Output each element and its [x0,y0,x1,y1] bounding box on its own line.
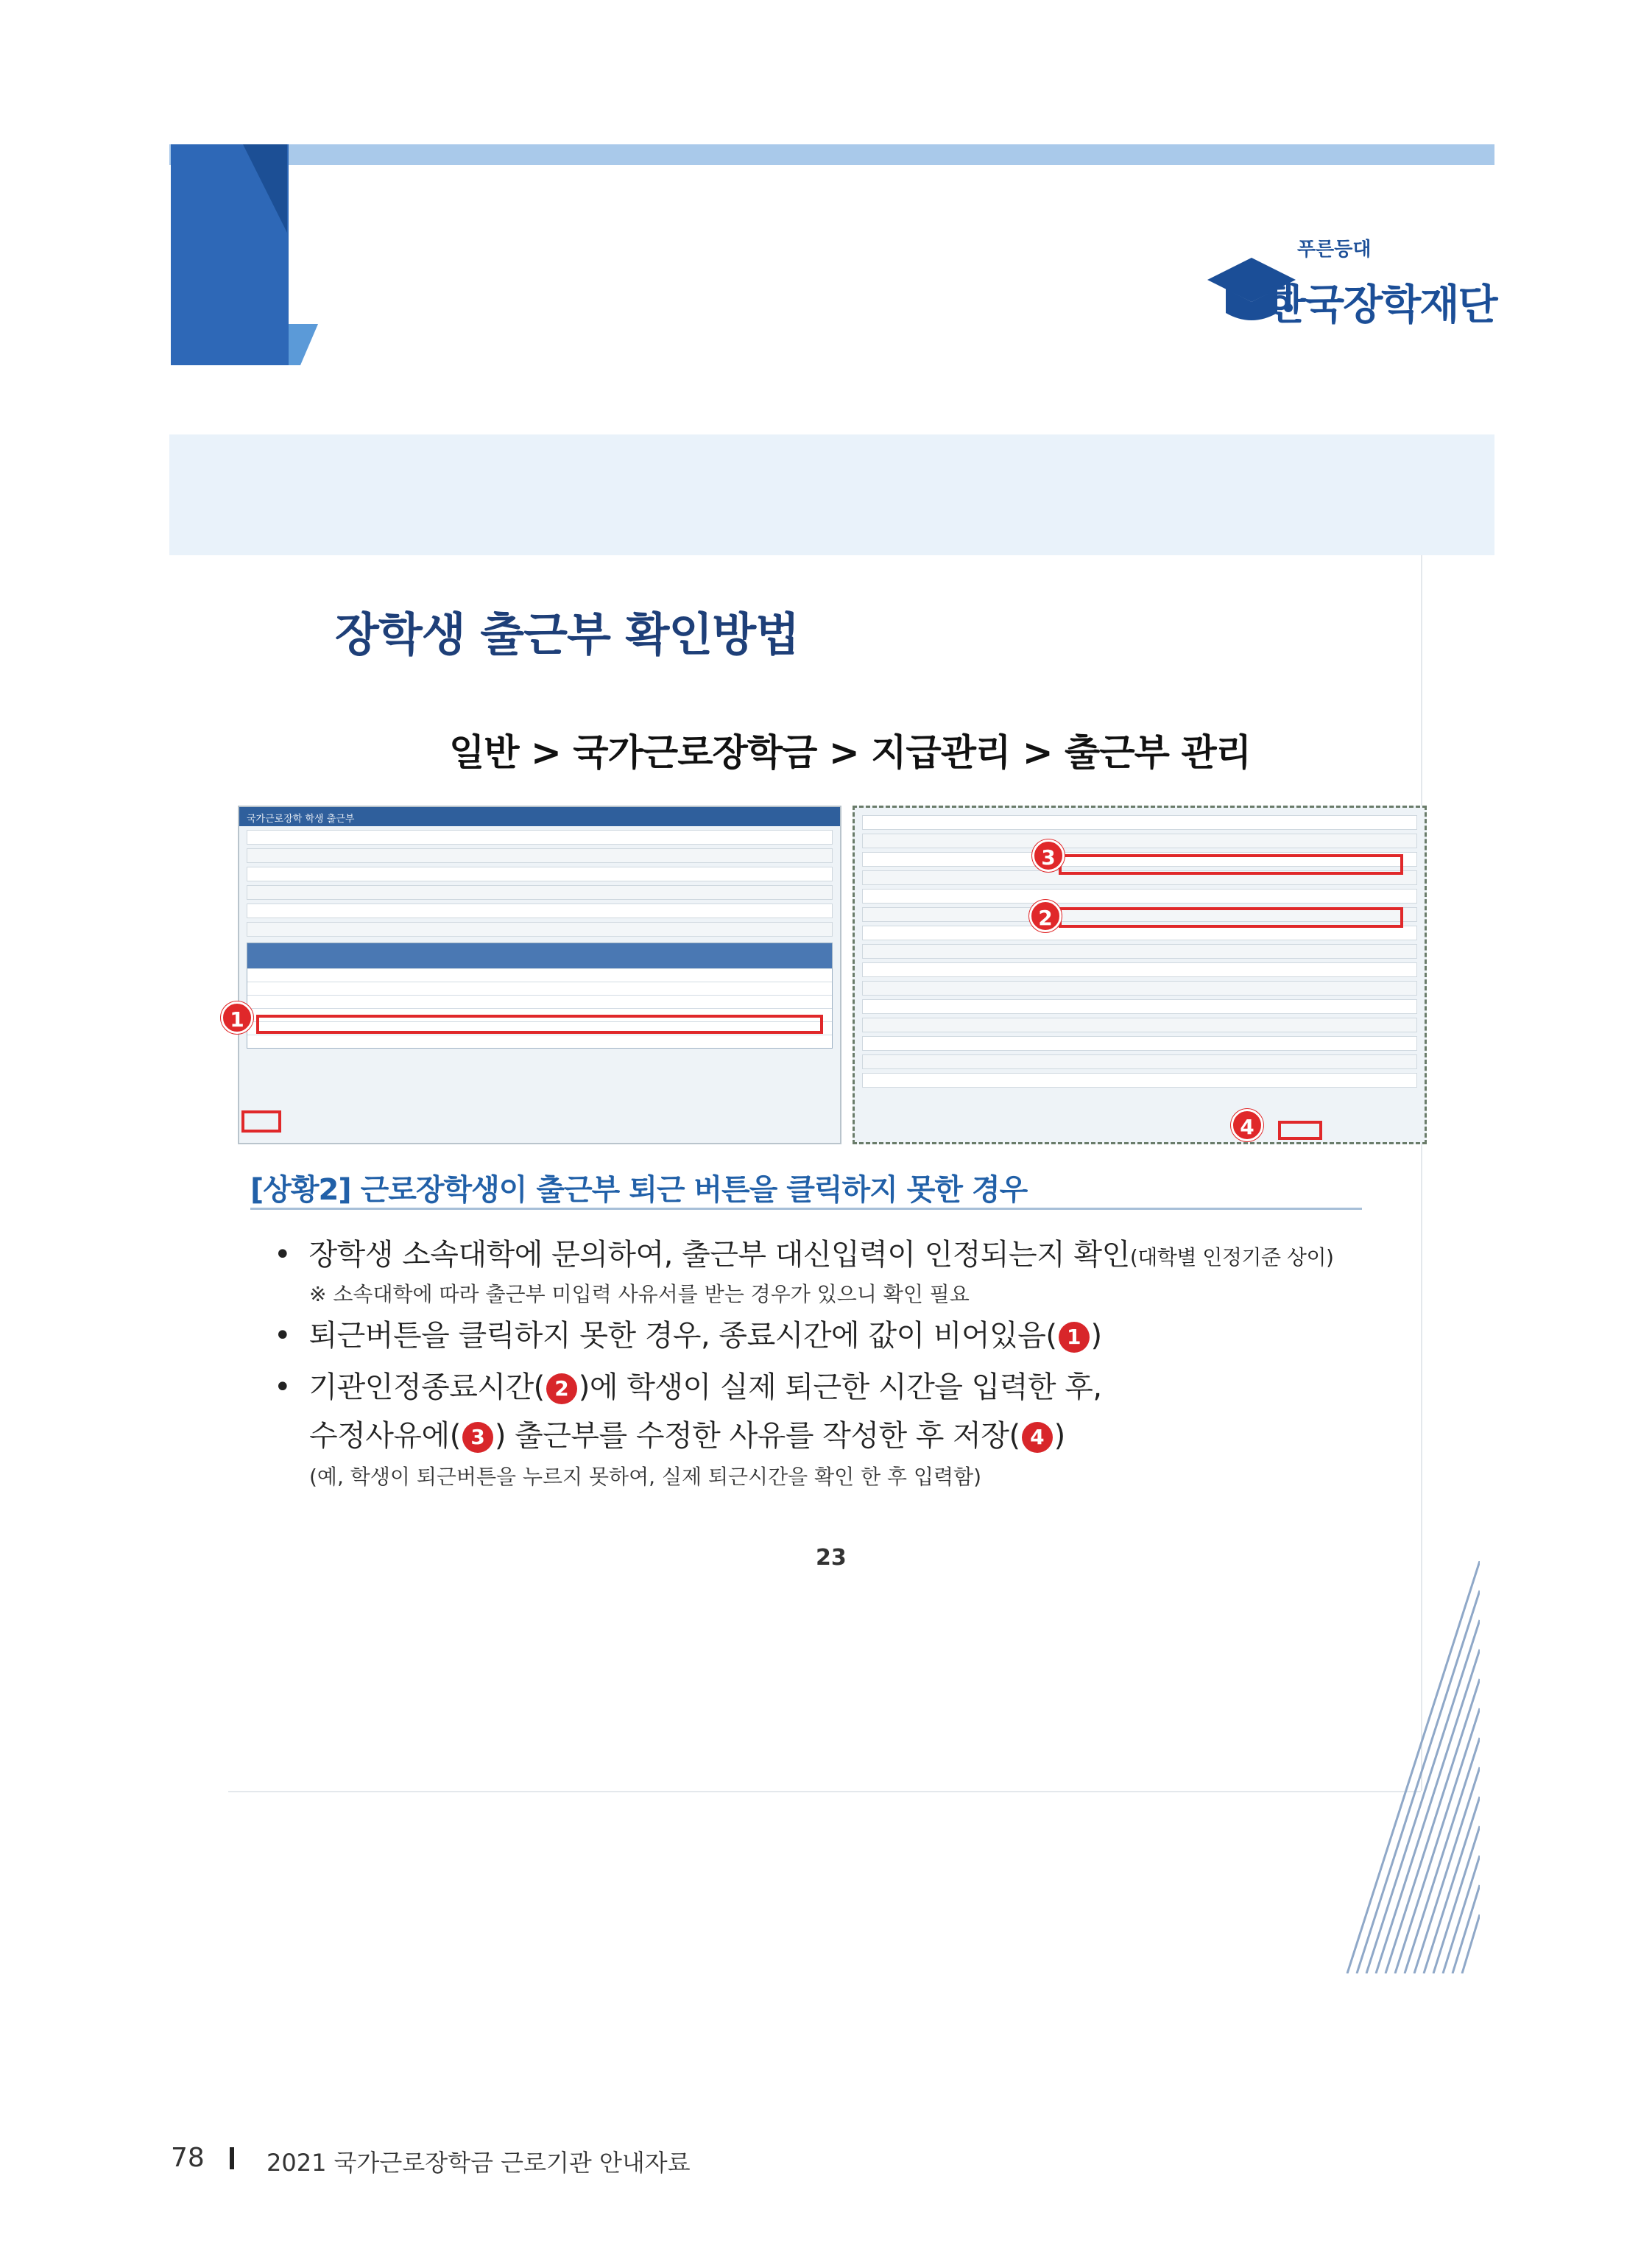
bullet-1 [274,1231,1333,1273]
inner-page-number: 23 [816,1545,847,1571]
bullet-3-text-a: 기관인정종료시간( [308,1370,545,1404]
callout-4: 4 [1231,1109,1263,1141]
decorative-stripes [1333,1561,1480,1973]
form-row [247,885,833,900]
table-header [247,943,832,968]
bullet-3-note: (예, 학생이 퇴근버튼을 누르지 못하여, 실제 퇴근시간을 확인 한 후 입력함) [309,1465,982,1489]
panel-title: 국가근로장학 학생 출근부 [239,807,840,826]
bullet-3-line-2 [309,1412,1065,1454]
form-row [247,848,833,863]
form-row [862,815,1417,830]
bullet-3-text-d: ) 출근부를 수정한 사유를 작성한 후 저장( [494,1419,1020,1453]
form-row [862,962,1417,977]
step-number-3: 3 [462,1422,493,1453]
bullet-dot: • [274,1238,309,1272]
form-row [862,834,1417,848]
highlight-register-button-box [241,1110,281,1133]
form-row [862,926,1417,940]
bullet-3-text-e: ) [1054,1419,1065,1453]
title-band [169,434,1494,555]
logo-tagline: 푸른등대 [1297,239,1372,261]
table-row [247,995,832,1008]
form-row [247,830,833,845]
form-row [247,922,833,937]
callout-3: 3 [1032,839,1065,872]
bullet-dot: • [274,1319,309,1353]
bullet-2 [274,1312,1102,1354]
step-number-4: 4 [1022,1422,1053,1453]
table-row [247,968,832,982]
callout-1: 1 [221,1001,253,1034]
header-corner-triangle [243,144,287,233]
breadcrumb: 일반 > 국가근로장학금 > 지급관리 > 출근부 관리 [449,731,1251,774]
callout-2: 2 [1029,900,1062,932]
page-title: 장학생 출근부 확인방법 [335,608,800,661]
form-row [862,889,1417,904]
bullet-3-text-c: 수정사유에( [309,1419,461,1453]
form-row [862,981,1417,996]
highlight-end-time-box [1059,907,1403,928]
bullet-3-text-b: )에 학생이 실제 퇴근한 시간을 입력한 후, [578,1370,1102,1404]
step-number-2: 2 [546,1373,577,1404]
highlight-row-box [256,1015,823,1034]
form-row [862,944,1417,959]
footer-title: 2021 국가근로장학금 근로기관 안내자료 [267,2149,691,2177]
situation-heading: [상황2] 근로장학생이 출근부 퇴근 버튼을 클릭하지 못한 경우 [250,1173,1028,1207]
bullet-2-text: 퇴근버튼을 클릭하지 못한 경우, 종료시간에 값이 비어있음( [308,1319,1057,1353]
bullet-2-end: ) [1090,1319,1102,1353]
bullet-1-small: (대학별 인정기준 상이) [1129,1245,1334,1269]
table-row [247,982,832,995]
footer-page-number: 78 [171,2143,205,2173]
screenshot-attendance-list [238,806,841,1144]
bullet-1-note: ※ 소속대학에 따라 출근부 미입력 사유서를 받는 경우가 있으니 확인 필요 [309,1282,970,1306]
heading-underline [250,1208,1362,1210]
footer-separator [230,2147,234,2169]
step-number-1: 1 [1059,1322,1090,1353]
bullet-dot: • [274,1370,309,1404]
table-row [247,1035,832,1048]
highlight-save-button-box [1278,1121,1322,1140]
form-row [862,1073,1417,1088]
form-row [862,1018,1417,1032]
highlight-edit-reason-box [1059,854,1403,875]
form-row [862,999,1417,1014]
bullet-3 [274,1364,1102,1406]
form-row [247,867,833,881]
header-corner-accent [289,324,318,365]
form-row [862,1054,1417,1069]
header-top-bar [169,144,1494,165]
form-row [247,904,833,918]
frame-bottom-line [228,1791,1421,1792]
bullet-1-text: 장학생 소속대학에 문의하여, 출근부 대신입력이 인정되는지 확인 [308,1238,1130,1272]
logo-name: 한국장학재단 [1266,281,1497,329]
form-row [862,1036,1417,1051]
